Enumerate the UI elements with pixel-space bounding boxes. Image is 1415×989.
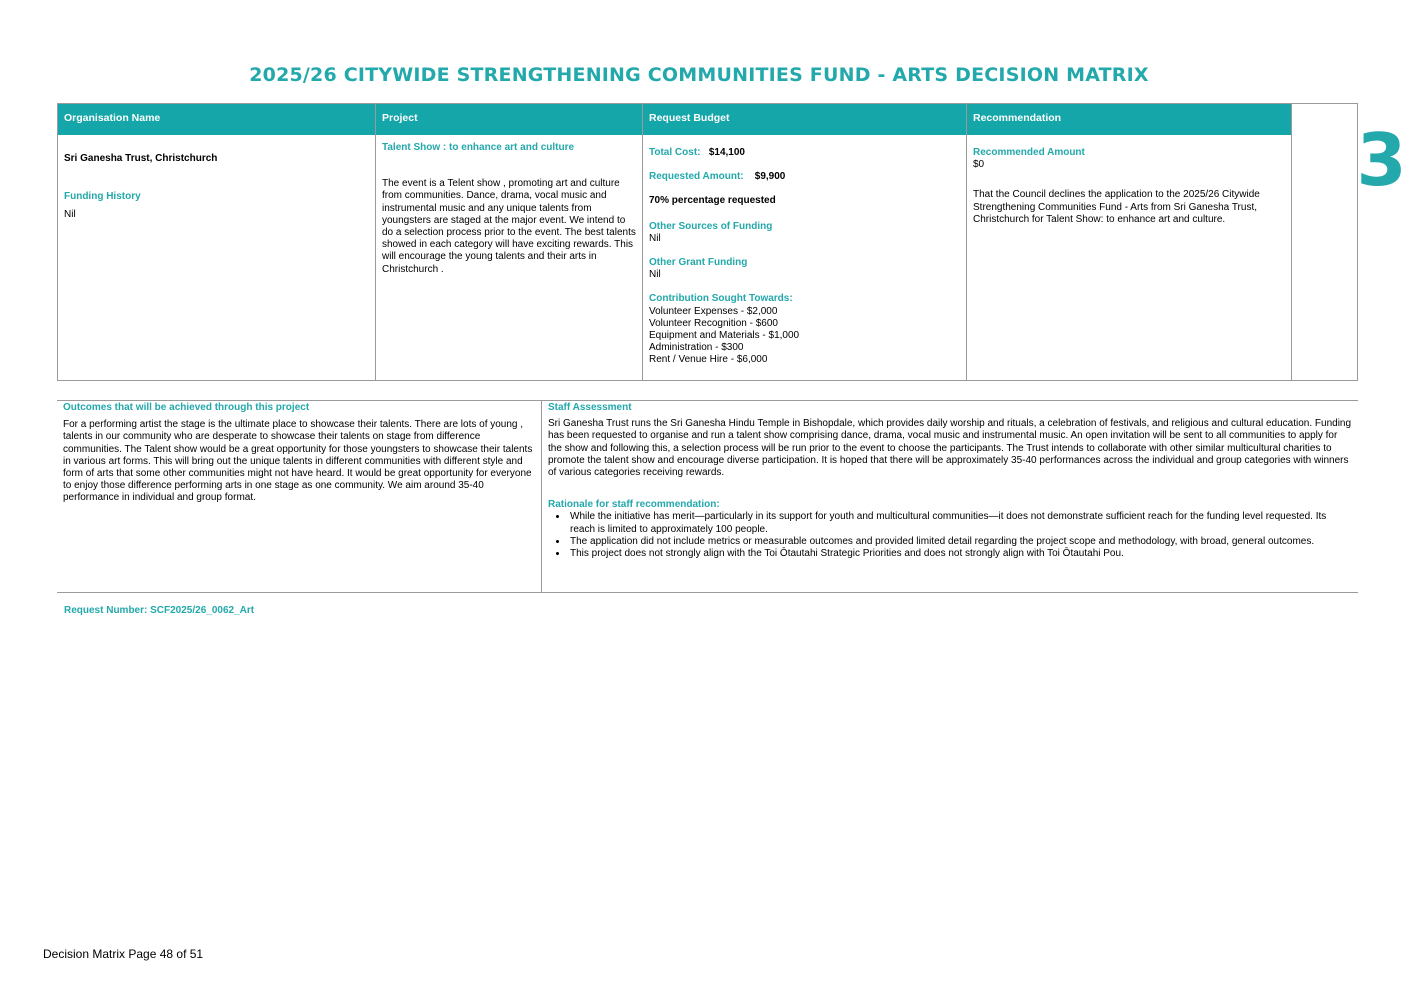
budget-column (643, 104, 967, 380)
recommendation-text: That the Council declines the application to the 2025/26 Citywide Strengthening Communities Fund - Arts from Sri Ganesha Trust, Christchurch for Talent Show: to enhance art and culture. (973, 189, 1260, 225)
staff-assessment-panel (542, 401, 1358, 592)
outcomes-panel (57, 401, 542, 592)
decision-matrix-table (57, 103, 1407, 381)
rationale-item: • While the initiative has merit—particularly in its support for youth and multicultural communities—it does not demonstrate sufficient reach for the funding level requested. Its reach is limited to approximately 100 people. (568, 511, 1352, 535)
staff-assessment-text: Sri Ganesha Trust runs the Sri Ganesha Hindu Temple in Bishopdale, which provides daily worship and rituals, a celebration of festivals, and religious and cultural education. Funding has been requested to organise and run a talent show comprising dance, drama, vocal music and instrumental music. An open invitation will be sent to all communities to apply for the show and following this, a selection process will be run prior to the event to choose the participants. The Trust intends to collaborate with other similar multicultural charities to promote the talent show and encourage diverse participation. It is hoped that there will be approximately 35-40 performances across the individual and group categories with winners of various categories receiving rewards. (548, 418, 1352, 479)
requested-amount-label: Requested Amount: (649, 171, 744, 183)
project-description: The event is a Telent show , promoting art and culture from communities. Dance, drama, vocal music and instrumental music and any unique talents from youngsters are staged at the major event. We intend to do a selection process prior to the event. The best talents showed in each category will have exciting rewards. This will encourage the young talents and their arts in Christchurch . (382, 178, 636, 275)
rationale-list (548, 511, 1352, 560)
percentage-requested: 70% percentage requested (649, 195, 776, 207)
rationale-label: Rationale for staff recommendation: (548, 499, 720, 511)
funding-history-value: Nil (64, 209, 76, 221)
rationale-item: • This project does not strongly align with the Toi Ōtautahi Strategic Priorities and does not strongly align with Toi Ōtautahi Pou. (568, 548, 1352, 560)
contribution-item: Equipment and Materials - $1,000 (649, 330, 800, 342)
recommendation-column (967, 104, 1292, 380)
staff-assessment-label: Staff Assessment (548, 402, 632, 413)
other-grant-label: Other Grant Funding (649, 257, 748, 269)
total-cost-value: $14,100 (708, 147, 745, 158)
contribution-item: Volunteer Expenses - $2,000 (649, 305, 778, 317)
other-grant-value: Nil (649, 269, 661, 281)
organisation-column (58, 104, 376, 380)
recommended-amount-label: Recommended Amount (973, 147, 1085, 158)
other-sources-value: Nil (649, 232, 661, 244)
outcomes-label: Outcomes that will be achieved through this project (63, 402, 310, 413)
project-title: Talent Show : to enhance art and culture (382, 142, 575, 153)
contribution-label: Contribution Sought Towards: (649, 293, 793, 305)
assessment-section (57, 400, 1358, 593)
page-footer: Decision Matrix Page 48 of 51 (43, 947, 204, 961)
total-cost-label: Total Cost: (649, 147, 701, 158)
other-sources-label: Other Sources of Funding (649, 220, 773, 232)
project-column (376, 104, 643, 380)
page-title: 2025/26 CITYWIDE STRENGTHENING COMMUNITIES FUND - ARTS DECISION MATRIX (249, 64, 1149, 86)
organisation-header: Organisation Name (58, 104, 375, 135)
recommendation-header: Recommendation (967, 104, 1291, 135)
contribution-item: Administration - $300 (649, 342, 744, 354)
recommended-amount-value: $0 (973, 159, 985, 171)
request-number: Request Number: SCF2025/26_0062_Art (64, 605, 255, 616)
rationale-item: • The application did not include metrics or measurable outcomes and provided limited detail regarding the project scope and methodology, with broad, general outcomes. (568, 536, 1352, 548)
budget-header: Request Budget (643, 104, 966, 135)
project-header: Project (376, 104, 642, 135)
contribution-item: Volunteer Recognition - $600 (649, 317, 778, 329)
organisation-name: Sri Ganesha Trust, Christchurch (64, 153, 218, 164)
funding-history-label: Funding History (64, 191, 141, 203)
contribution-item: Rent / Venue Hire - $6,000 (649, 354, 768, 366)
item-number: 3 (1356, 118, 1407, 202)
outcomes-text: For a performing artist the stage is the ultimate place to showcase their talents. There are lots of young , talents in our community who are desperate to showcase their talents on stage from difference communities. The Talent show would be a great opportunity for those youngsters to showcase their talents in various art forms. This will bring out the unique talents in different communities with different style and form of arts that some other communities might not have heard. It would be great opportunity for everyone to enjoy those difference performing arts in one stage as one community. We aim around 35-40 performance in individual and group format. (63, 419, 533, 504)
requested-amount-value: $9,900 (754, 171, 786, 183)
